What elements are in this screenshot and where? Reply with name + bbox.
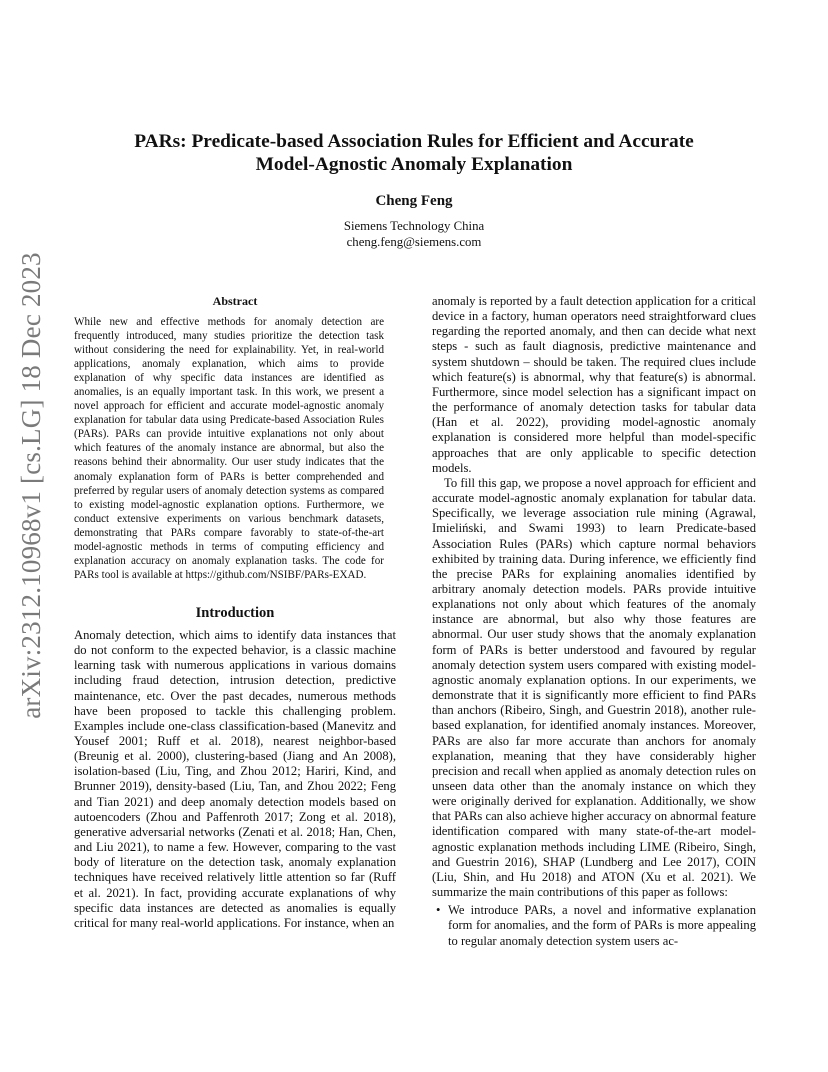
author-name: Cheng Feng	[375, 193, 453, 209]
arxiv-id-text: arXiv:2312.10968v1 [cs.LG] 18 Dec 2023	[15, 251, 46, 719]
contribution-list-item	[432, 903, 756, 948]
abstract-body: While new and effective methods for anomaly detection are frequently introduced, many studies prioritize the detection task without considering the need for explainability. Yet, in real-world applications, anomaly explanation, which aims to provide explanation of why specific data instances are identified as anomalies, is an equally important task. In this work, we present a novel approach for efficient and accurate model-agnostic anomaly explanation for tabular data using Predicate-based Association Rules (PARs). PARs can provide intuitive explanations not only about which features of the anomaly instance are abnormal, but also the reasons behind their abnormality. Our user study indicates that the anomaly explanation form of PARs is better comprehended and preferred by regular users of anomaly detection systems as compared to existing model-agnostic explanation options. Furthermore, we conduct extensive experiments on various benchmark datasets, demonstrating that PARs compare favorably to state-of-the-art model-agnostic methods in terms of computing efficiency and explanation accuracy on anomaly explanation tasks. The code for PARs tool is available at https://github.com/NSIBF/PARs-EXAD.	[74, 316, 384, 581]
affiliation-email: cheng.feng@siemens.com	[346, 235, 482, 249]
introduction-paragraph-1: Anomaly detection, which aims to identify data instances that do not conform to the expected behavior, is a classic machine learning task with numerous applications in various domains including fraud detection, intrusion detection, predictive maintenance, etc. Over the past decades, numerous methods have been proposed to tackle this challenging problem. Examples include one-class classification-based (Manevitz and Yousef 2001; Ruff et al. 2018), nearest neighbor-based (Breunig et al. 2000), clustering-based (Jiang and An 2008), isolation-based (Liu, Ting, and Zhou 2012; Hariri, Kind, and Brunner 2019), density-based (Liu, Tan, and Zhou 2022; Feng and Tian 2021) and deep anomaly detection models based on autoencoders (Zhou and Paffenroth 2017; Zong et al. 2018), generative adversarial networks (Zenati et al. 2018; Han, Chen, and Liu 2021), to name a few. However, comparing to the vast body of literature on the detection task, anomaly explanation techniques have received relatively little attention so far (Ruff et al. 2021). In fact, providing accurate explanations of why specific data instances are detected as anomalies is equally critical for many real-world applications. For instance, when an	[74, 627, 396, 930]
bullet-marker: •	[436, 903, 441, 918]
paper-title	[80, 130, 748, 176]
affiliation-institution: Siemens Technology China	[343, 219, 485, 233]
introduction-paragraph-2: To fill this gap, we propose a novel approach for efficient and accurate model-agnostic anomaly explanation for tabular data. Specifically, we leverage association rule mining (Agrawal, Imieliński, and Swami 1993) to learn Predicate-based Association Rules (PARs) which capture normal behaviors exhibited by training data. During inference, we efficiently find the precise PARs for explaining anomalies identified by arbitrary anomaly detection models. PARs provide intuitive explanations not only about which features of the anomaly instance are abnormal, but also why those features are abnormal. Our user study shows that the anomaly explanation form of PARs is better understood and favoured by regular anomaly detection system users compared with existing model-agnostic anomaly explanation options. In our experiments, we demonstrate that it is significantly more efficient to find PARs than anchors (Ribeiro, Singh, and Guestrin 2018), another rule-based explanation, for identified anomaly instances. Moreover, PARs are also far more accurate than anchors for anomaly explanation, meaning that they have considerably higher precision and recall when applied as anomaly detection rules on unseen data other than the anomaly instance on which they were originally derived for explanation. Additionally, we show that PARs can also achieve higher accuracy on abnormal feature identification compared with many state-of-the-art model-agnostic explanation methods including LIME (Ribeiro, Singh, and Guestrin 2016), SHAP (Lundberg and Lee 2017), COIN (Liu, Shin, and Hu 2018) and ATON (Xu et al. 2021). We summarize the main contributions of this paper as follows:	[432, 475, 756, 900]
right-column	[432, 294, 756, 949]
arxiv-identifier	[14, 251, 48, 719]
abstract-heading: Abstract	[212, 294, 258, 308]
title-line-2: Model-Agnostic Anomaly Explanation	[255, 154, 573, 175]
left-column	[74, 294, 396, 931]
title-line-1: PARs: Predicate-based Association Rules for Efficient and Accurate	[134, 131, 694, 152]
introduction-paragraph-1-continued: anomaly is reported by a fault detection application for a critical device in a factory, human operators need straightforward clues regarding the reported anomaly, and then can decide what next steps - such as fault diagnosis, predictive maintenance and system shutdown – should be taken. The required clues include which feature(s) is abnormal, why that feature(s) is abnormal. Furthermore, since model selection has a significant impact on the performance of anomaly detection tasks for tabular data (Han et al. 2022), providing model-agnostic anomaly explanation is considered more helpful than model-specific approaches that are only applicable to specific detection models.	[432, 294, 756, 475]
contribution-bullet-1: We introduce PARs, a novel and informative explanation form for anomalies, and the form of PARs is more appealing to regular anomaly detection system users ac-	[448, 903, 756, 948]
affiliation	[80, 218, 748, 250]
introduction-heading: Introduction	[195, 604, 275, 621]
